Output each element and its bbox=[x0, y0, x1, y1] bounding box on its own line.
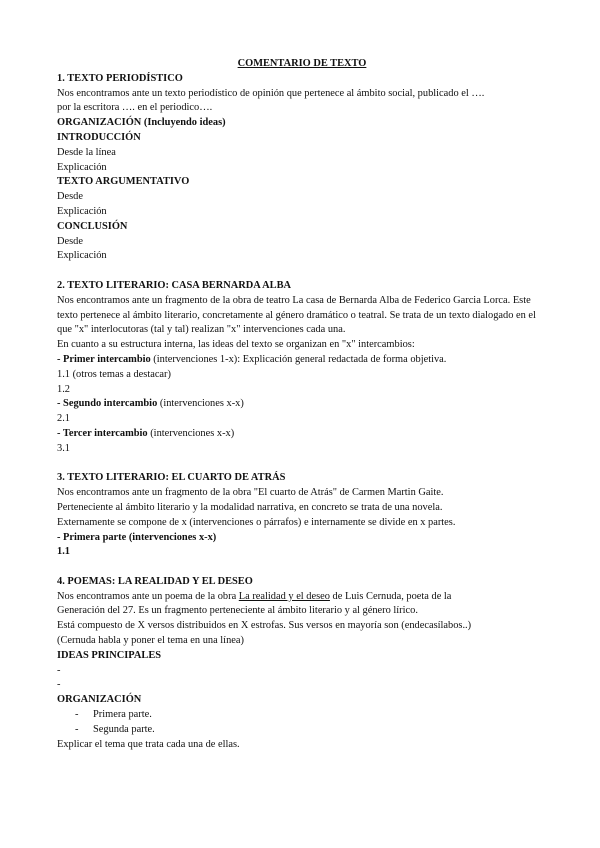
document-title: COMENTARIO DE TEXTO bbox=[237, 58, 367, 69]
s2-paragraph-2: En cuanto a su estructura interna, las ideas del texto se organizan en "x" intercambios: bbox=[57, 339, 415, 351]
s1-desde-linea: Desde la línea bbox=[57, 146, 116, 158]
s3-item-1-1: 1.1 bbox=[57, 546, 70, 558]
s4-line-1-start: Nos encontramos ante un poema de la obra bbox=[57, 590, 239, 602]
s1-explicacion-3: Explicación bbox=[57, 250, 107, 262]
s4-part-1: Primera parte. bbox=[93, 709, 152, 721]
s2-intercambio-1 bbox=[57, 353, 547, 368]
s2-item-2-1: 2.1 bbox=[57, 413, 70, 425]
s4-organization-heading: ORGANIZACIÓN bbox=[57, 694, 142, 706]
spacer bbox=[57, 264, 547, 279]
bullet-dash: - bbox=[75, 709, 79, 721]
s2-intercambio-2-label: - Segundo intercambio bbox=[57, 398, 158, 410]
s2-intercambio-3-text: (intervenciones x-x) bbox=[147, 427, 235, 439]
s1-introduccion-heading: INTRODUCCIÓN bbox=[57, 131, 141, 143]
section-2-heading: 2. TEXTO LITERARIO: CASA BERNARDA ALBA bbox=[57, 279, 292, 291]
bullet-dash: - bbox=[75, 723, 79, 735]
s3-primera-parte: - Primera parte (intervenciones x-x) bbox=[57, 531, 217, 543]
s4-line-4: (Cernuda habla y poner el tema en una línea) bbox=[57, 635, 244, 647]
s4-book-title: La realidad y el deseo bbox=[238, 590, 330, 602]
s3-line-2: Perteneciente al ámbito literario y la modalidad narrativa, en concreto se trata de una novela. bbox=[57, 501, 443, 513]
s4-bullet-1 bbox=[57, 708, 547, 723]
s4-part-2: Segunda parte. bbox=[93, 723, 155, 735]
spacer bbox=[57, 457, 547, 472]
document-page bbox=[57, 57, 547, 752]
s4-closing: Explicar el tema que trata cada una de ellas. bbox=[57, 738, 240, 750]
s2-intercambio-1-text: (intervenciones 1-x): Explicación general redactada de forma objetiva. bbox=[150, 353, 447, 365]
section-3-heading: 3. TEXTO LITERARIO: EL CUARTO DE ATRÁS bbox=[57, 472, 286, 484]
section-1-heading: 1. TEXTO PERIODÍSTICO bbox=[57, 72, 183, 84]
s4-line-3: Está compuesto de X versos distribuidos en X estrofas. Sus versos en mayoría son (endecasílabos..) bbox=[57, 620, 472, 632]
s1-intro-line-1: Nos encontramos ante un texto periodístico de opinión que pertenece al ámbito social, publicado el …. bbox=[57, 87, 485, 99]
s2-intercambio-3-label: - Tercer intercambio bbox=[57, 427, 148, 439]
s2-intercambio-1-label: - Primer intercambio bbox=[57, 353, 151, 365]
spacer bbox=[57, 560, 547, 575]
s2-item-1-2: 1.2 bbox=[57, 383, 70, 395]
section-4-heading: 4. POEMAS: LA REALIDAD Y EL DESEO bbox=[57, 575, 253, 587]
s3-line-3: Externamente se compone de x (intervenciones o párrafos) e internamente se divide en x partes. bbox=[57, 516, 456, 528]
s1-explicacion-2: Explicación bbox=[57, 205, 107, 217]
s4-bullet-2 bbox=[57, 723, 547, 738]
s4-ideas-heading: IDEAS PRINCIPALES bbox=[57, 649, 162, 661]
s2-item-1-1: 1.1 (otros temas a destacar) bbox=[57, 368, 171, 380]
s2-intercambio-2-text: (intervenciones x-x) bbox=[157, 398, 244, 410]
s4-line-2: Generación del 27. Es un fragmento perteneciente al ámbito literario y al género lírico. bbox=[57, 605, 418, 617]
s2-intercambio-3 bbox=[57, 427, 547, 442]
s1-explicacion-1: Explicación bbox=[57, 161, 107, 173]
s4-idea-dash-2: - bbox=[57, 679, 61, 691]
s2-item-3-1: 3.1 bbox=[57, 442, 70, 454]
s4-line-1 bbox=[57, 590, 547, 605]
s4-line-1-end: de Luis Cernuda, poeta de la bbox=[329, 590, 452, 602]
s1-intro-line-2: por la escritora …. en el periodico…. bbox=[57, 102, 213, 114]
s1-desde-1: Desde bbox=[57, 191, 83, 203]
s1-conclusion-heading: CONCLUSIÓN bbox=[57, 220, 128, 232]
s2-paragraph-1: Nos encontramos ante un fragmento de la obra de teatro La casa de Bernarda Alba de Federico Garcia Lorca. Este texto pertenece al ámbito literario, concretamente al género dramático o teatral. Se trata de un texto dialogado en el que "x" interlocutoras (tal y tal) realizan "x" intervenciones cada una. bbox=[57, 294, 536, 336]
s1-organization-heading: ORGANIZACIÓN (Incluyendo ideas) bbox=[57, 117, 226, 129]
s1-desde-2: Desde bbox=[57, 235, 83, 247]
s1-argumentativo-heading: TEXTO ARGUMENTATIVO bbox=[57, 176, 190, 188]
s4-idea-dash-1: - bbox=[57, 664, 61, 676]
s2-intercambio-2 bbox=[57, 397, 547, 412]
s3-line-1: Nos encontramos ante un fragmento de la obra "El cuarto de Atrás" de Carmen Martin Gaite. bbox=[57, 487, 444, 499]
